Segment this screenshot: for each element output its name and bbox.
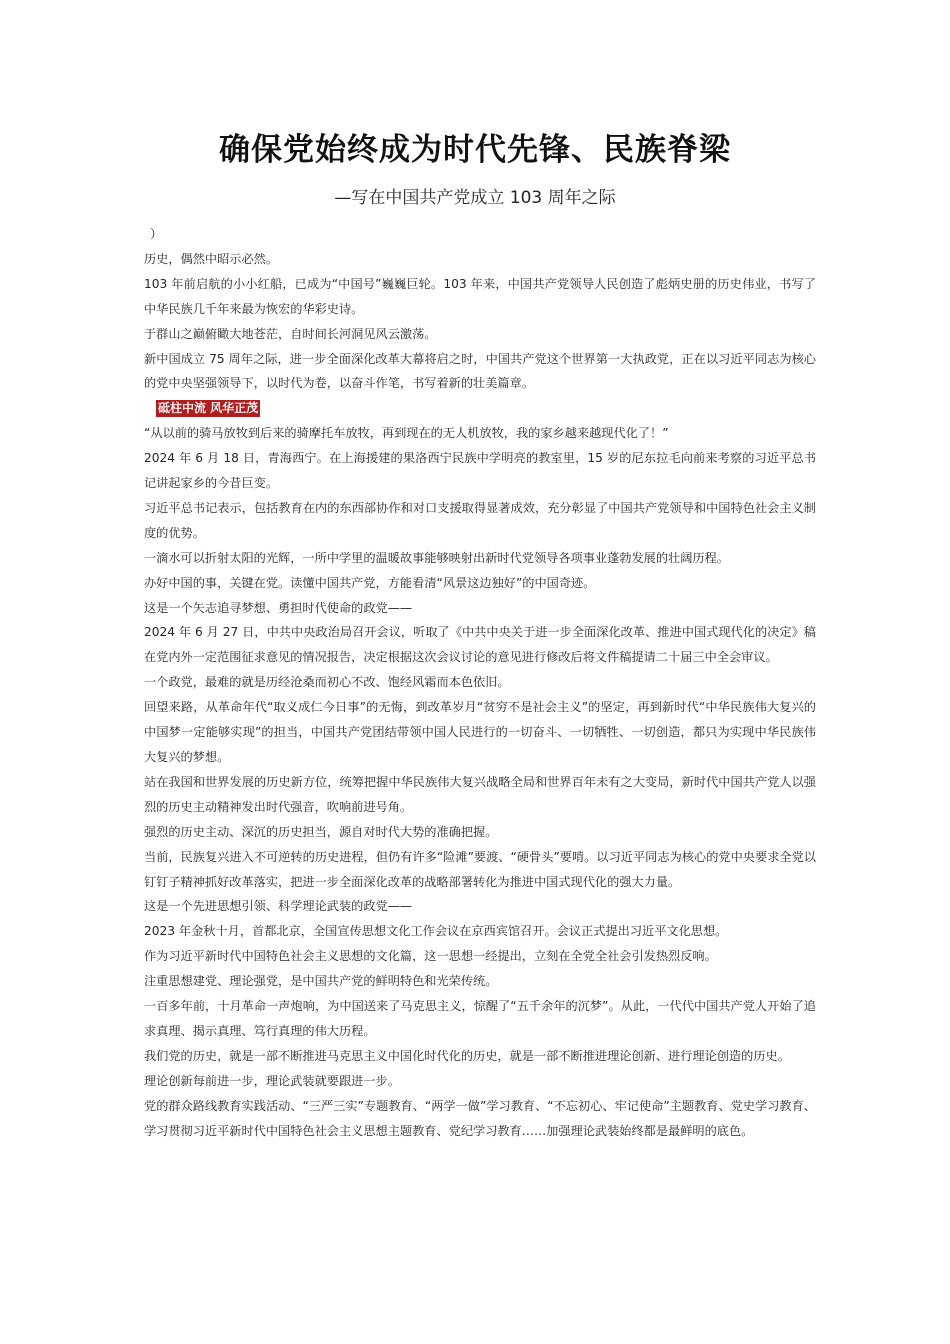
paragraph: 这是一个矢志追寻梦想、勇担时代使命的政党——: [144, 600, 413, 615]
paragraph: 回望来路，从革命年代“取义成仁今日事”的无悔，到改革岁月“贫穷不是社会主义”的坚定，再到新时代“中华民族伟大复兴的中国梦一定能够实现”的担当，中国共产党团结带领中国人民进行的一切奋斗、一切牺牲、一切创造，都只为实现中华民族伟大复兴的梦想。: [144, 700, 816, 765]
paragraph: 当前，民族复兴进入不可逆转的历史进程，但仍有许多“险滩”要渡、“硬骨头”要啃。以习近平同志为核心的党中央要求全党以钉钉子精神抓好改革落实，把进一步全面深化改革的战略部署转化为推进中国式现代化的强大力量。: [144, 849, 816, 889]
paragraph: 站在我国和世界发展的历史新方位，统筹把握中华民族伟大复兴战略全局和世界百年未有之大变局，新时代中国共产党人以强烈的历史主动精神发出时代强音，吹响前进号角。: [144, 774, 816, 814]
document-title: 确保党始终成为时代先锋、民族脊梁: [219, 132, 731, 168]
document-subtitle: —写在中国共产党成立 103 周年之际: [334, 188, 616, 208]
paragraph: 党的群众路线教育实践活动、“三严三实”专题教育、“两学一做”学习教育、“不忘初心、牢记使命”主题教育、党史学习教育、学习贯彻习近平新时代中国特色社会主义思想主题教育、党纪学习教育……加强理论武装始终都是最鲜明的底色。: [144, 1098, 816, 1138]
paragraph: 这是一个先进思想引领、科学理论武装的政党——: [144, 899, 413, 914]
paragraph: 作为习近平新时代中国特色社会主义思想的文化篇，这一思想一经提出，立刻在全党全社会引发热烈反响。: [144, 949, 717, 964]
section-heading: 砥柱中流 风华正茂: [158, 401, 259, 416]
paragraph: 一个政党，最难的就是历经沧桑而初心不改、饱经风霜而本色依旧。: [144, 675, 510, 690]
paren-marker: ）: [150, 227, 163, 241]
paragraph: 于群山之巅俯瞰大地苍茫，自时间长河洞见风云激荡。: [144, 326, 437, 341]
paragraph: 理论创新每前进一步，理论武装就要跟进一步。: [144, 1073, 400, 1088]
paragraph: 一百多年前，十月革命一声炮响，为中国送来了马克思主义，惊醒了“五千余年的沉梦”。从此，一代代中国共产党人开始了追求真理、揭示真理、笃行真理的伟大历程。: [144, 999, 816, 1038]
paragraph: 强烈的历史主动、深沉的历史担当，源自对时代大势的准确把握。: [144, 824, 498, 839]
section-heading-row: [144, 396, 816, 421]
paragraph: 2024 年 6 月 18 日，青海西宁。在上海援建的果洛西宁民族中学明亮的教室里，15 岁的尼东拉毛向前来考察的习近平总书记讲起家乡的今昔巨变。: [144, 451, 816, 491]
paragraph: “从以前的骑马放牧到后来的骑摩托车放牧，再到现在的无人机放牧，我的家乡越来越现代化了！”: [144, 426, 669, 441]
paragraph: 新中国成立 75 周年之际，进一步全面深化改革大幕将启之时，中国共产党这个世界第一大执政党，正在以习近平同志为核心的党中央坚强领导下，以时代为卷，以奋斗作笔，书写着新的壮美篇章。: [144, 351, 816, 391]
paragraph: 注重思想建党、理论强党，是中国共产党的鲜明特色和光荣传统。: [144, 974, 498, 989]
paragraph: 历史，偶然中昭示必然。: [144, 251, 279, 266]
paragraph: 103 年前启航的小小红船，已成为“中国号”巍巍巨轮。103 年来，中国共产党领导人民创造了彪炳史册的历史伟业，书写了中华民族几千年来最为恢宏的华彩史诗。: [144, 276, 816, 316]
paragraph: 2023 年金秋十月，首都北京，全国宣传思想文化工作会议在京西宾馆召开。会议正式提出习近平文化思想。: [144, 924, 728, 939]
paragraph: 我们党的历史，就是一部不断推进马克思主义中国化时代化的历史，就是一部不断推进理论创新、进行理论创造的历史。: [144, 1048, 790, 1063]
article-body: [144, 222, 816, 1144]
paragraph: 2024 年 6 月 27 日，中共中央政治局召开会议，听取了《中共中央关于进一步全面深化改革、推进中国式现代化的决定》稿在党内外一定范围征求意见的情况报告，决定根据这次会议讨论的意见进行修改后将文件稿提请二十届三中全会审议。: [144, 625, 816, 665]
paragraph: 一滴水可以折射太阳的光辉，一所中学里的温暖故事能够映射出新时代党领导各项事业蓬勃发展的壮阔历程。: [144, 550, 729, 565]
paragraph: 办好中国的事，关键在党。读懂中国共产党，方能看清“风景这边独好”的中国奇迹。: [144, 575, 596, 590]
paragraph: 习近平总书记表示，包括教育在内的东西部协作和对口支援取得显著成效，充分彰显了中国共产党领导和中国特色社会主义制度的优势。: [144, 500, 816, 540]
